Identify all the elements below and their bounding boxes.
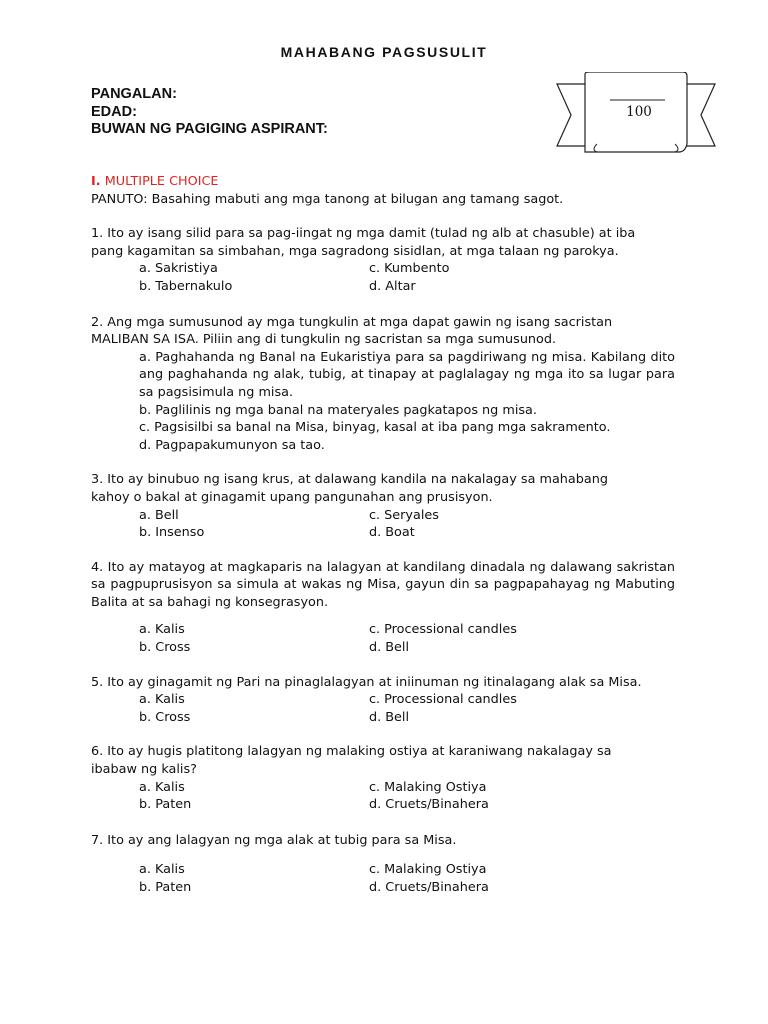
option-a[interactable]: a. Kalis [139,692,185,708]
question-4 [91,559,675,657]
instructions-label: PANUTO [91,191,144,207]
option-d[interactable]: d. Boat [369,525,415,541]
question-text: pang kagamitan sa simbahan, mga sagradong sisidlan, at mga talaan ng parokya. [91,243,619,259]
exam-content [91,173,675,897]
option-d[interactable]: d. Bell [369,640,410,656]
instructions-text: : Basahing mabuti ang mga tanong at bilugan ang tamang sagot. [143,191,564,207]
question-text: 7. Ito ay ang lalagyan ng mga alak at tubig para sa Misa. [91,832,457,848]
option-a[interactable]: a. Kalis [139,779,185,795]
option-c[interactable]: c. Pagsisilbi sa banal na Misa, binyag, kasal at iba pang mga sakramento. [139,420,611,436]
option-b[interactable]: b. Paten [139,880,192,895]
section-number: I. [91,174,101,189]
option-c[interactable]: c. Malaking Ostiya [369,862,487,878]
question-text: kahoy o bakal at ginagamit upang pangunahan ang prusisyon. [91,489,493,505]
section-heading [91,173,675,191]
option-a[interactable]: a. Sakristiya [139,261,218,277]
question-options [139,691,675,726]
option-a[interactable]: a. Kalis [139,622,185,638]
question-options [139,260,675,295]
question-options [139,779,675,814]
question-text: 6. Ito ay hugis platitong lalagyan ng malaking ostiya at karaniwang nakalagay sa [91,744,612,760]
question-5 [91,674,675,727]
instructions [91,191,675,209]
option-a[interactable]: a. Paghahanda ng Banal na Eukaristiya para sa pagdiriwang ng misa. Kabilang dito ang paghahanda ng alak, tubig, at tinapay at paglalagay ng mga ito sa lugar para sa pagsisimula ng misa. [139,349,675,400]
question-2 [91,314,675,455]
question-text: 1. Ito ay isang silid para sa pag-iingat ng mga damit (tulad ng alb at chasuble) at iba [91,226,636,242]
option-b[interactable]: b. Paglilinis ng mga banal na materyales pagkatapos ng misa. [139,402,537,418]
question-text: MALIBAN SA ISA. Piliin ang di tungkulin ng sacristan sa mga sumusunod. [91,332,557,348]
name-field-label: PANGALAN: [91,86,177,102]
option-a[interactable]: a. Kalis [139,862,185,878]
question-options [139,349,675,455]
option-c[interactable]: c. Kumbento [369,261,450,277]
option-c[interactable]: c. Processional candles [369,622,517,638]
score-total: 100 [626,104,652,120]
question-7 [91,832,675,897]
option-b[interactable]: b. Cross [139,640,191,656]
option-d[interactable]: d. Bell [369,709,410,725]
question-text: ibabaw ng kalis? [91,762,197,778]
student-info [91,86,328,139]
question-text: 5. Ito ay ginagamit ng Pari na pinaglalagyan at iniinuman ng itinalagang alak sa Misa. [91,674,642,690]
option-a[interactable]: a. Bell [139,507,179,523]
option-b[interactable]: b. Tabernakulo [139,278,233,294]
question-text: 4. Ito ay matayog at magkaparis na lalagyan at kandilang dinadala ng dalawang sakristan sa pagpuprusisyon sa simula at wakas ng Misa, gayun din sa pagpapahayag ng Mabuting Balita at sa bahagi ng konsegrasyon. [91,559,675,610]
question-options [139,507,675,542]
aspirant-month-field-label: BUWAN NG PAGIGING ASPIRANT: [91,121,328,137]
question-3 [91,471,675,541]
option-d[interactable]: d. Cruets/Binahera [369,797,489,813]
option-b[interactable]: b. Paten [139,797,192,813]
option-c[interactable]: c. Seryales [369,507,439,523]
question-options [139,861,675,896]
option-c[interactable]: c. Processional candles [369,692,517,708]
option-b[interactable]: b. Insenso [139,525,205,541]
question-text: 2. Ang mga sumusunod ay mga tungkulin at mga dapat gawin ng isang sacristan [91,314,613,330]
question-1 [91,225,675,295]
option-d[interactable]: d. Altar [369,278,416,294]
option-d[interactable]: d. Cruets/Binahera [369,880,489,895]
question-options [139,621,675,656]
section-name: MULTIPLE CHOICE [104,174,219,189]
question-text: 3. Ito ay binubuo ng isang krus, at dalawang kandila na nakalagay sa mahabang [91,472,608,488]
exam-title: MAHABANG PAGSUSULIT [280,44,488,60]
age-field-label: EDAD: [91,103,137,120]
question-6 [91,743,675,813]
option-d[interactable]: d. Pagpapakumunyon sa tao. [139,437,325,453]
option-b[interactable]: b. Cross [139,709,191,725]
option-c[interactable]: c. Malaking Ostiya [369,779,487,795]
